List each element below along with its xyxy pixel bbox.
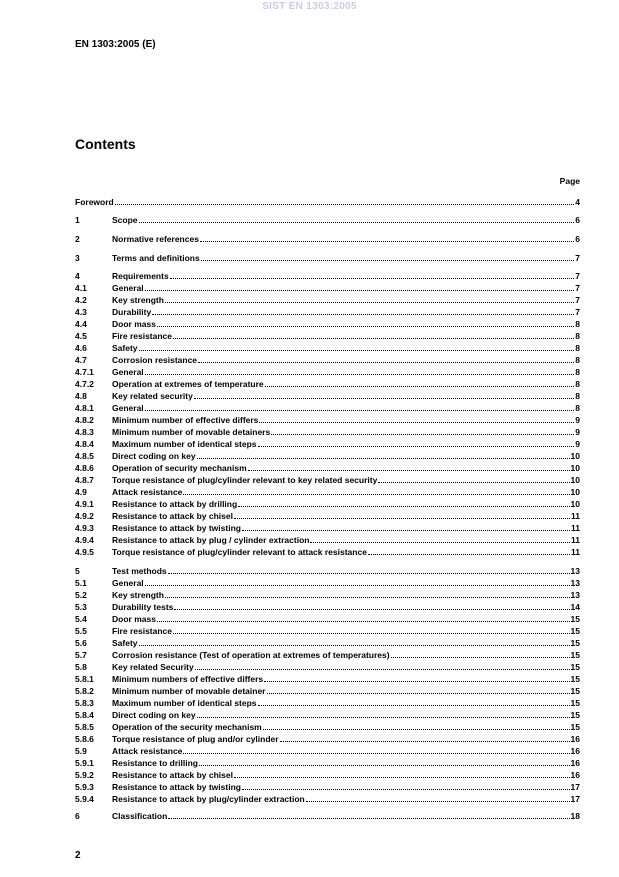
toc-entry-label: General xyxy=(112,283,144,293)
toc-entry-page: 8 xyxy=(575,343,580,353)
toc-entry[interactable] xyxy=(75,295,580,305)
toc-entry-label: Fire resistance xyxy=(112,331,173,341)
dot-leader xyxy=(194,398,574,399)
toc-entry-label: General xyxy=(112,403,144,413)
toc-entry-number: 4.3 xyxy=(75,307,87,317)
dot-leader xyxy=(168,818,569,819)
toc-entry[interactable] xyxy=(75,794,580,804)
toc-entry-label: Resistance to attack by twisting xyxy=(112,782,241,792)
dot-leader xyxy=(391,657,570,658)
toc-entry-label: Minimum number of movable detainer xyxy=(112,686,266,696)
toc-entry-page: 10 xyxy=(570,463,580,473)
toc-entry[interactable] xyxy=(75,770,580,780)
toc-entry-page: 15 xyxy=(570,662,580,672)
dot-leader xyxy=(165,302,574,303)
toc-entry-page: 8 xyxy=(575,355,580,365)
toc-entry-label: Normative references xyxy=(112,234,199,244)
toc-entry-label: Door mass xyxy=(112,319,156,329)
toc-entry-number: 5.9 xyxy=(75,746,87,756)
page-title: Contents xyxy=(75,136,136,152)
toc-entry[interactable] xyxy=(75,451,580,461)
toc-entry[interactable] xyxy=(75,487,580,497)
dot-leader xyxy=(157,621,570,622)
toc-entry[interactable] xyxy=(75,427,580,437)
toc-entry[interactable] xyxy=(75,343,580,353)
toc-entry-label: Resistance to attack by drilling xyxy=(112,499,238,509)
toc-entry[interactable] xyxy=(75,590,580,600)
toc-entry-number: 4.4 xyxy=(75,319,87,329)
toc-entry-page: 9 xyxy=(575,439,580,449)
toc-entry[interactable] xyxy=(75,319,580,329)
toc-entry[interactable] xyxy=(75,662,580,672)
toc-entry-label: Direct coding on key xyxy=(112,710,196,720)
toc-entry-page: 4 xyxy=(575,197,580,207)
toc-entry[interactable] xyxy=(75,367,580,377)
toc-entry-label: Durability xyxy=(112,307,152,317)
toc-entry-number: 5.9.1 xyxy=(75,758,94,768)
toc-entry-page: 15 xyxy=(570,674,580,684)
toc-entry[interactable] xyxy=(75,535,580,545)
dot-leader xyxy=(195,669,570,670)
toc-entry-number: 6 xyxy=(75,811,80,821)
toc-entry-number: 4 xyxy=(75,271,80,281)
toc-entry-label: Resistance to attack by chisel xyxy=(112,511,233,521)
toc-entry-label: Resistance to attack by plug / cylinder extraction xyxy=(112,535,310,545)
toc-entry-page: 15 xyxy=(570,650,580,660)
toc-entry[interactable] xyxy=(75,734,580,744)
dot-leader xyxy=(197,717,570,718)
toc-entry-page: 9 xyxy=(575,415,580,425)
toc-entry[interactable] xyxy=(75,439,580,449)
dot-leader xyxy=(173,633,570,634)
dot-leader xyxy=(259,422,574,423)
toc-entry[interactable] xyxy=(75,602,580,612)
dot-leader xyxy=(115,204,575,205)
toc-entry-label: Resistance to attack by chisel xyxy=(112,770,233,780)
dot-leader xyxy=(242,789,570,790)
toc-entry-page: 7 xyxy=(575,283,580,293)
toc-entry-page: 15 xyxy=(570,722,580,732)
toc-entry-label: Key related Security xyxy=(112,662,194,672)
toc-entry[interactable] xyxy=(75,463,580,473)
toc-entry[interactable] xyxy=(75,475,580,485)
toc-entry-number: 5.9.4 xyxy=(75,794,94,804)
toc-entry-number: 4.9.4 xyxy=(75,535,94,545)
toc-entry-page: 6 xyxy=(575,234,580,244)
page-column-label: Page xyxy=(559,176,580,186)
dot-leader xyxy=(139,222,575,223)
toc-entry[interactable] xyxy=(75,271,580,281)
toc-entry-label: Resistance to attack by plug/cylinder extraction xyxy=(112,794,305,804)
toc-entry-page: 15 xyxy=(570,686,580,696)
document-id: EN 1303:2005 (E) xyxy=(75,39,156,50)
toc-entry[interactable] xyxy=(75,566,580,576)
toc-entry-label: Durability tests xyxy=(112,602,174,612)
toc-entry-page: 17 xyxy=(570,794,580,804)
toc-entry-label: Foreword xyxy=(75,197,114,207)
toc-entry-page: 10 xyxy=(570,487,580,497)
toc-entry[interactable] xyxy=(75,283,580,293)
dot-leader xyxy=(145,410,575,411)
toc-entry-number: 3 xyxy=(75,253,80,263)
toc-entry[interactable] xyxy=(75,758,580,768)
dot-leader xyxy=(173,338,574,339)
dot-leader xyxy=(201,260,575,261)
dot-leader xyxy=(378,482,569,483)
dot-leader xyxy=(306,801,570,802)
toc-entry[interactable] xyxy=(75,722,580,732)
dot-leader xyxy=(368,554,570,555)
toc-entry[interactable] xyxy=(75,626,580,636)
toc-entry-number: 4.8 xyxy=(75,391,87,401)
toc-entry-number: 4.9.3 xyxy=(75,523,94,533)
toc-entry-page: 17 xyxy=(570,782,580,792)
dot-leader xyxy=(152,314,574,315)
toc-entry[interactable] xyxy=(75,650,580,660)
toc-entry-number: 5.8.4 xyxy=(75,710,94,720)
toc-entry-page: 16 xyxy=(570,758,580,768)
toc-entry[interactable] xyxy=(75,403,580,413)
toc-entry-number: 4.1 xyxy=(75,283,87,293)
dot-leader xyxy=(170,278,575,279)
toc-entry-page: 8 xyxy=(575,331,580,341)
toc-entry-page: 6 xyxy=(575,215,580,225)
dot-leader xyxy=(183,753,569,754)
toc-entry-page: 8 xyxy=(575,319,580,329)
toc-entry-label: Operation of security mechanism xyxy=(112,463,247,473)
toc-entry[interactable] xyxy=(75,523,580,533)
toc-entry-label: Safety xyxy=(112,343,138,353)
toc-entry-page: 15 xyxy=(570,614,580,624)
toc-entry-number: 4.8.5 xyxy=(75,451,94,461)
dot-leader xyxy=(145,585,570,586)
toc-entry-page: 11 xyxy=(571,547,580,557)
toc-entry-number: 5.3 xyxy=(75,602,87,612)
toc-entry-page: 15 xyxy=(570,626,580,636)
toc-entry[interactable] xyxy=(75,698,580,708)
toc-entry-number: 1 xyxy=(75,215,80,225)
toc-entry[interactable] xyxy=(75,379,580,389)
toc-entry-label: General xyxy=(112,578,144,588)
toc-entry[interactable] xyxy=(75,234,580,244)
dot-leader xyxy=(271,434,574,435)
toc-entry-page: 8 xyxy=(575,379,580,389)
toc-entry-page: 16 xyxy=(570,770,580,780)
toc-entry-label: Attack resistance xyxy=(112,746,183,756)
toc-entry-label: Torque resistance of plug and/or cylinder xyxy=(112,734,279,744)
toc-entry-number: 4.8.3 xyxy=(75,427,94,437)
toc-entry[interactable] xyxy=(75,811,580,821)
toc-entry-number: 5.1 xyxy=(75,578,87,588)
toc-entry-number: 4.9 xyxy=(75,487,87,497)
dot-leader xyxy=(264,681,569,682)
page-number: 2 xyxy=(75,850,81,861)
toc-entry-number: 4.9.5 xyxy=(75,547,94,557)
toc-entry-label: Resistance to drilling xyxy=(112,758,198,768)
toc-entry-label: Minimum number of effective differs xyxy=(112,415,259,425)
toc-entry-page: 11 xyxy=(571,535,580,545)
toc-entry-page: 10 xyxy=(570,499,580,509)
toc-entry-number: 4.8.2 xyxy=(75,415,94,425)
toc-entry-page: 15 xyxy=(570,710,580,720)
toc-entry-label: Torque resistance of plug/cylinder relevant to attack resistance xyxy=(112,547,367,557)
dot-leader xyxy=(242,530,570,531)
dot-leader xyxy=(157,326,574,327)
toc-entry-page: 7 xyxy=(575,295,580,305)
dot-leader xyxy=(145,374,575,375)
toc-entry-number: 4.2 xyxy=(75,295,87,305)
toc-entry[interactable] xyxy=(75,391,580,401)
toc-entry-page: 13 xyxy=(570,590,580,600)
toc-entry-label: Operation at extremes of temperature xyxy=(112,379,264,389)
toc-entry-number: 5.8.1 xyxy=(75,674,94,684)
toc-entry-number: 4.8.4 xyxy=(75,439,94,449)
dot-leader xyxy=(238,506,569,507)
toc-entry-page: 16 xyxy=(570,746,580,756)
toc-entry-label: Door mass xyxy=(112,614,156,624)
toc-entry[interactable] xyxy=(75,197,580,207)
dot-leader xyxy=(234,777,570,778)
dot-leader xyxy=(248,470,570,471)
dot-leader xyxy=(198,362,574,363)
toc-entry[interactable] xyxy=(75,253,580,263)
toc-entry-page: 16 xyxy=(570,734,580,744)
toc-entry[interactable] xyxy=(75,331,580,341)
toc-entry-number: 4.8.6 xyxy=(75,463,94,473)
toc-entry-number: 5.6 xyxy=(75,638,87,648)
toc-entry-number: 5.8.5 xyxy=(75,722,94,732)
toc-entry-label: Corrosion resistance (Test of operation at extremes of temperatures) xyxy=(112,650,390,660)
toc-entry-page: 8 xyxy=(575,391,580,401)
toc-entry-number: 5.8 xyxy=(75,662,87,672)
dot-leader xyxy=(197,458,570,459)
dot-leader xyxy=(139,350,575,351)
toc-entry-page: 11 xyxy=(571,523,580,533)
toc-entry-page: 18 xyxy=(570,811,580,821)
toc-entry-number: 5.9.3 xyxy=(75,782,94,792)
toc-entry[interactable] xyxy=(75,710,580,720)
dot-leader xyxy=(258,446,575,447)
toc-entry-label: Resistance to attack by twisting xyxy=(112,523,241,533)
toc-entry[interactable] xyxy=(75,638,580,648)
toc-entry-page: 7 xyxy=(575,253,580,263)
toc-entry-number: 5.5 xyxy=(75,626,87,636)
dot-leader xyxy=(280,741,570,742)
toc-entry-label: Key strength xyxy=(112,590,164,600)
toc-entry-label: Attack resistance xyxy=(112,487,183,497)
dot-leader xyxy=(145,290,575,291)
toc-entry[interactable] xyxy=(75,782,580,792)
toc-entry-label: Key strength xyxy=(112,295,164,305)
toc-entry-number: 4.7.1 xyxy=(75,367,94,377)
dot-leader xyxy=(168,573,570,574)
dot-leader xyxy=(165,597,570,598)
toc-entry-label: Key related security xyxy=(112,391,193,401)
toc-entry[interactable] xyxy=(75,415,580,425)
toc-entry[interactable] xyxy=(75,511,580,521)
toc-entry-page: 13 xyxy=(570,578,580,588)
toc-entry-page: 15 xyxy=(570,638,580,648)
toc-entry[interactable] xyxy=(75,547,580,557)
toc-entry[interactable] xyxy=(75,355,580,365)
dot-leader xyxy=(199,765,570,766)
toc-entry-label: Safety xyxy=(112,638,138,648)
toc-entry-number: 4.9.2 xyxy=(75,511,94,521)
toc-entry-label: Fire resistance xyxy=(112,626,173,636)
dot-leader xyxy=(183,494,569,495)
toc-entry-label: Classification xyxy=(112,811,168,821)
dot-leader xyxy=(139,645,570,646)
toc-entry[interactable] xyxy=(75,499,580,509)
dot-leader xyxy=(200,241,574,242)
watermark: SIST EN 1303:2005 xyxy=(262,1,357,12)
toc-entry-label: Operation of the security mechanism xyxy=(112,722,262,732)
toc-entry-label: Direct coding on key xyxy=(112,451,196,461)
toc-entry-page: 13 xyxy=(570,566,580,576)
toc-entry-page: 7 xyxy=(575,271,580,281)
toc-entry-label: Minimum number of movable detainers xyxy=(112,427,271,437)
dot-leader xyxy=(267,693,570,694)
toc-entry-page: 8 xyxy=(575,403,580,413)
toc-entry-page: 7 xyxy=(575,307,580,317)
toc-entry-page: 9 xyxy=(575,427,580,437)
toc-entry-page: 11 xyxy=(571,511,580,521)
dot-leader xyxy=(174,609,569,610)
toc-entry-number: 4.6 xyxy=(75,343,87,353)
toc-entry[interactable] xyxy=(75,307,580,317)
toc-entry[interactable] xyxy=(75,746,580,756)
toc-entry-page: 10 xyxy=(570,475,580,485)
dot-leader xyxy=(263,729,570,730)
toc-entry-page: 10 xyxy=(570,451,580,461)
dot-leader xyxy=(258,705,570,706)
toc-entry-label: Scope xyxy=(112,215,138,225)
toc-entry-label: Corrosion resistance xyxy=(112,355,198,365)
dot-leader xyxy=(265,386,575,387)
toc-entry[interactable] xyxy=(75,578,580,588)
toc-entry-number: 4.7 xyxy=(75,355,87,365)
toc-entry-label: Maximum number of identical steps xyxy=(112,439,257,449)
toc-entry-number: 4.7.2 xyxy=(75,379,94,389)
toc-entry-number: 5.2 xyxy=(75,590,87,600)
toc-entry-number: 5.4 xyxy=(75,614,87,624)
toc-entry-label: Terms and definitions xyxy=(112,253,200,263)
toc-entry-label: Minimum numbers of effective differs xyxy=(112,674,264,684)
toc-entry-label: Maximum number of identical steps xyxy=(112,698,257,708)
toc-entry-number: 2 xyxy=(75,234,80,244)
toc-entry-label: Test methods xyxy=(112,566,167,576)
toc-entry[interactable] xyxy=(75,686,580,696)
toc-entry-label: Requirements xyxy=(112,271,169,281)
toc-entry-page: 8 xyxy=(575,367,580,377)
toc-entry-label: General xyxy=(112,367,144,377)
toc-entry-number: 4.5 xyxy=(75,331,87,341)
toc-entry[interactable] xyxy=(75,215,580,225)
toc-entry-number: 4.9.1 xyxy=(75,499,94,509)
toc-entry-number: 5.9.2 xyxy=(75,770,94,780)
toc-entry[interactable] xyxy=(75,674,580,684)
toc-entry-label: Torque resistance of plug/cylinder relevant to key related security xyxy=(112,475,378,485)
toc-entry-page: 15 xyxy=(570,698,580,708)
dot-leader xyxy=(310,542,570,543)
toc-entry-number: 5.8.6 xyxy=(75,734,94,744)
toc-entry[interactable] xyxy=(75,614,580,624)
dot-leader xyxy=(234,518,570,519)
toc-entry-page: 14 xyxy=(570,602,580,612)
toc-entry-number: 5.8.3 xyxy=(75,698,94,708)
toc-entry-number: 4.8.7 xyxy=(75,475,94,485)
toc-entry-number: 4.8.1 xyxy=(75,403,94,413)
toc-entry-number: 5.7 xyxy=(75,650,87,660)
toc-entry-number: 5.8.2 xyxy=(75,686,94,696)
toc-entry-number: 5 xyxy=(75,566,80,576)
